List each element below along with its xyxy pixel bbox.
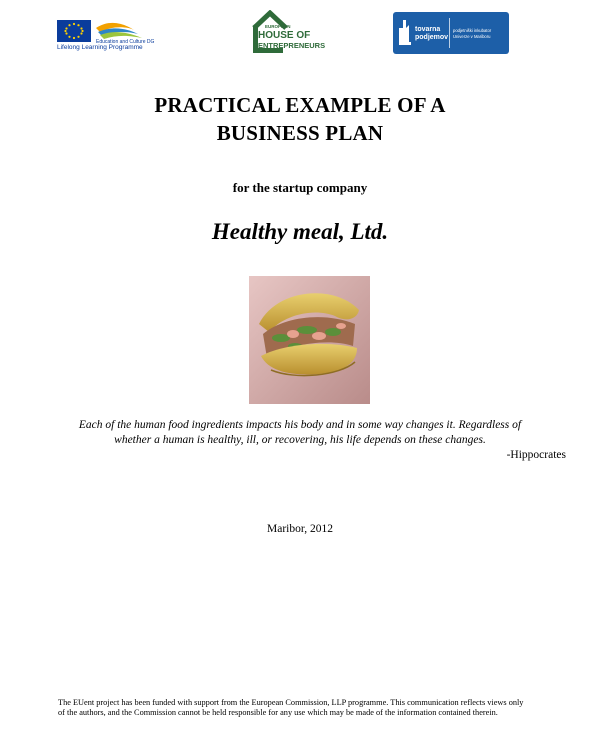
document-subtitle: for the startup company bbox=[232, 180, 368, 195]
quote-line1: Each of the human food ingredients impacts his body and in some way changes it. Regardless of bbox=[78, 419, 522, 431]
tovarna-factory-icon bbox=[393, 12, 509, 54]
house-of-entrepreneurs-logo bbox=[248, 10, 328, 56]
house-logo-line3: ENTREPRENEURS bbox=[258, 41, 326, 50]
house-logo-line2: HOUSE OF bbox=[258, 30, 311, 41]
place-and-date: Maribor, 2012 bbox=[267, 523, 333, 535]
company-name: Healthy meal, Ltd. bbox=[211, 219, 389, 244]
footer-disclaimer-line2: of the authors, and the Commission cannot be held responsible for any use which may be made of the information contained therein. bbox=[58, 708, 498, 717]
eu-logo-caption: Education and Culture DG bbox=[96, 39, 155, 45]
tovarna-desc-line2: Univerze v Mariboru bbox=[453, 34, 491, 39]
tovarna-name-line1: tovarna bbox=[415, 26, 441, 33]
tovarna-podjemov-logo bbox=[393, 12, 509, 54]
document-title-line2: BUSINESS PLAN bbox=[216, 121, 384, 145]
footer-disclaimer-line1: The EUent project has been funded with support from the European Commission, LLP programme. This communication reflects views only bbox=[58, 698, 524, 707]
quote-line2: whether a human is healthy, ill, or recovering, his life depends on these changes. bbox=[114, 434, 486, 446]
sandwich-photo bbox=[249, 276, 370, 404]
tovarna-desc-line1: podjetniški inkubator bbox=[453, 28, 492, 33]
lifelong-learning-caption: Lifelong Learning Programme bbox=[57, 44, 143, 51]
tovarna-name-line2: podjemov bbox=[415, 34, 449, 41]
eu-lifelong-learning-logo bbox=[56, 18, 156, 52]
house-logo-line1: EUROPEAN bbox=[265, 24, 291, 29]
quote-author: -Hippocrates bbox=[506, 449, 566, 461]
document-title-line1: PRACTICAL EXAMPLE OF A bbox=[154, 93, 446, 117]
